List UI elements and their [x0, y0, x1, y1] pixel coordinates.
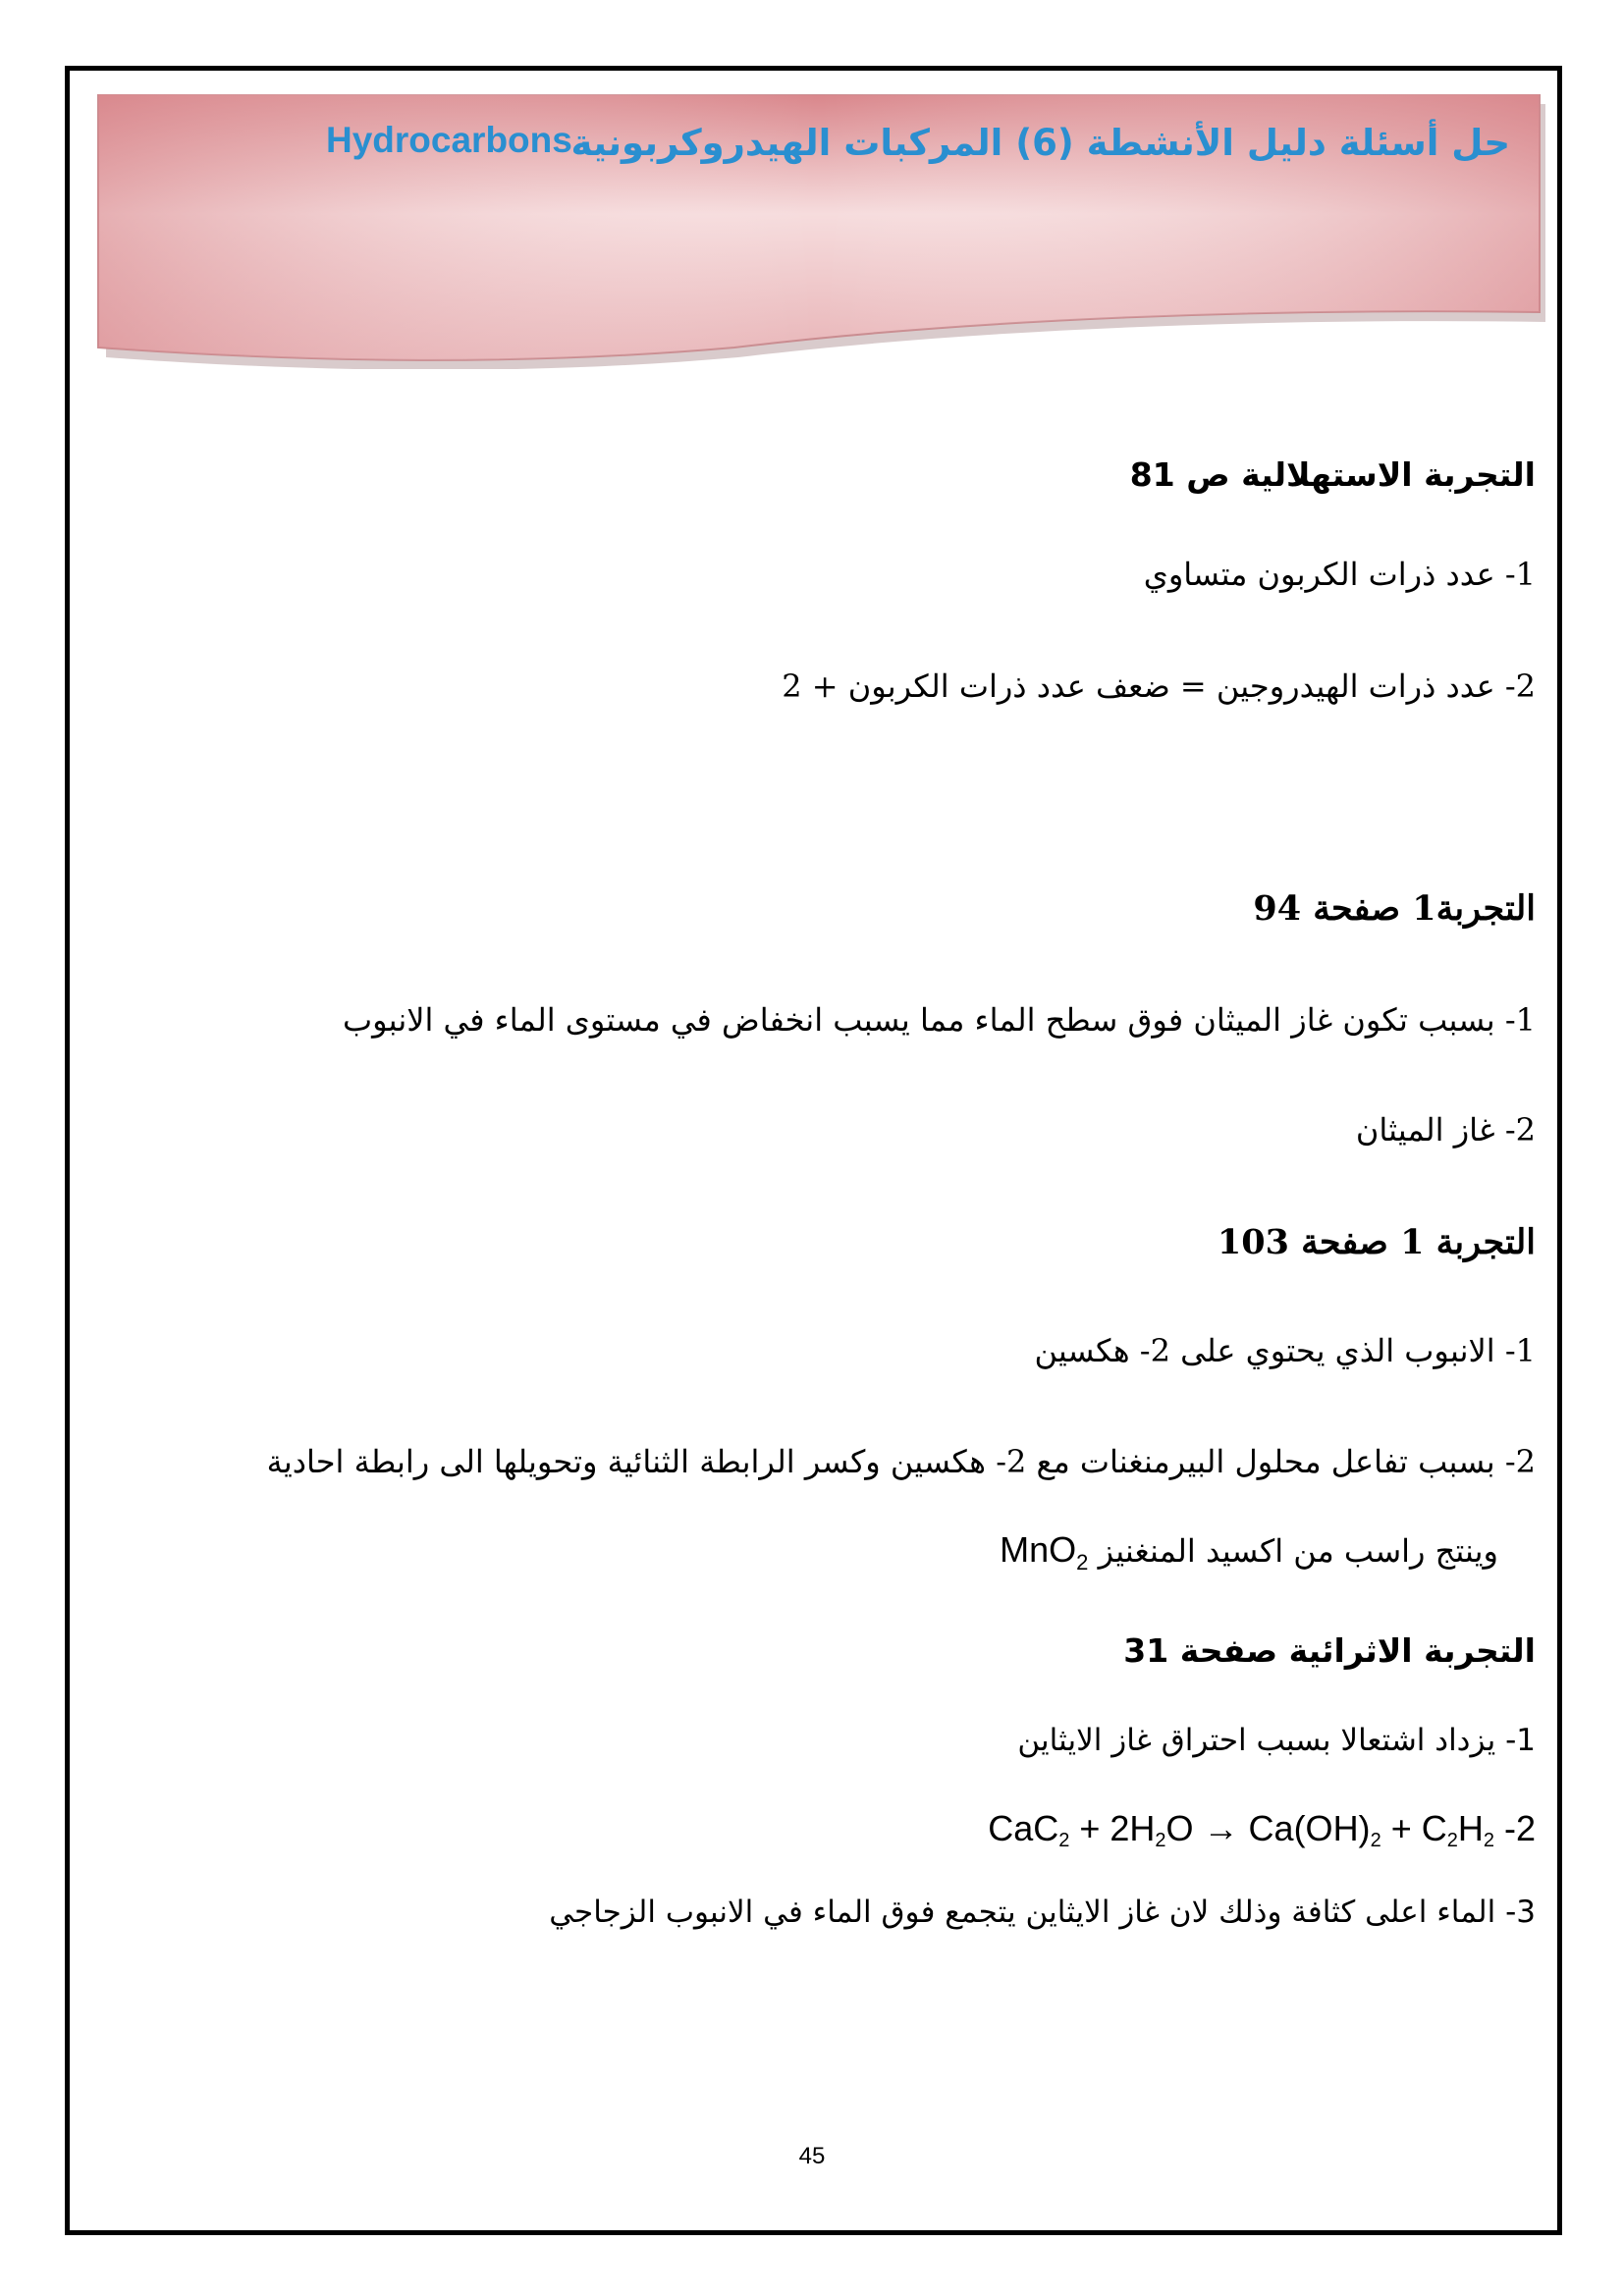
answer-line: 2- عدد ذرات الهيدروجين = ضعف عدد ذرات الكربون + 2 [782, 667, 1536, 705]
formula-main: MnO [1000, 1529, 1077, 1570]
header-title-english: Hydrocarbons [326, 120, 572, 160]
eq-part: CaC [988, 1808, 1059, 1848]
eq-number: -2 [1503, 1808, 1536, 1848]
answer-line: 1- بسبب تكون غاز الميثان فوق سطح الماء مما يسبب انخفاض في مستوى الماء في الانبوب [343, 1001, 1536, 1039]
answer-line: 2- بسبب تفاعل محلول البيرمنغنات مع 2- هكسين وكسر الرابطة الثنائية وتحويلها الى رابطة احادية [266, 1443, 1536, 1480]
answer-line: 2- غاز الميثان [1355, 1111, 1536, 1148]
eq-part: O → Ca(OH) [1165, 1808, 1371, 1848]
section-heading: التجربة1 صفحة 94 [1253, 888, 1536, 929]
section-heading: التجربة الاثرائية صفحة 31 [1123, 1631, 1536, 1670]
section-heading: التجربة 1 صفحة 103 [1217, 1222, 1536, 1262]
answer-text: وينتج راسب من اكسيد المنغنيز [1098, 1532, 1498, 1570]
eq-part: + C [1380, 1808, 1447, 1848]
answer-line: 1- الانبوب الذي يحتوي على 2- هكسين [1034, 1332, 1536, 1369]
eq-part: H [1457, 1808, 1484, 1848]
manganese-dioxide-formula [1000, 1529, 1088, 1575]
eq-sub: 2 [1058, 1830, 1070, 1851]
answer-line-continued [1000, 1529, 1498, 1575]
header-title-arabic: حل أسئلة دليل الأنشطة (6) المركبات الهيدروكربونية [570, 122, 1510, 164]
eq-sub: 2 [1446, 1830, 1458, 1851]
page-number: 45 [798, 2143, 826, 2169]
section-heading: التجربة الاستهلالية ص 81 [1129, 455, 1536, 494]
header-banner [96, 94, 1547, 369]
eq-sub: 2 [1155, 1830, 1166, 1851]
eq-sub: 2 [1370, 1830, 1381, 1851]
eq-part: + 2H [1069, 1808, 1156, 1848]
answer-line: 3- الماء اعلى كثافة وذلك لان غاز الايثاين يتجمع فوق الماء في الانبوب الزجاجي [549, 1895, 1536, 1930]
formula-subscript: 2 [1076, 1550, 1089, 1575]
chemical-equation [988, 1808, 1536, 1852]
answer-line: 1- يزداد اشتعالا بسبب احتراق غاز الايثاين [1017, 1723, 1536, 1758]
eq-sub: 2 [1483, 1830, 1494, 1851]
answer-line: 1- عدد ذرات الكربون متساوي [1143, 556, 1536, 593]
